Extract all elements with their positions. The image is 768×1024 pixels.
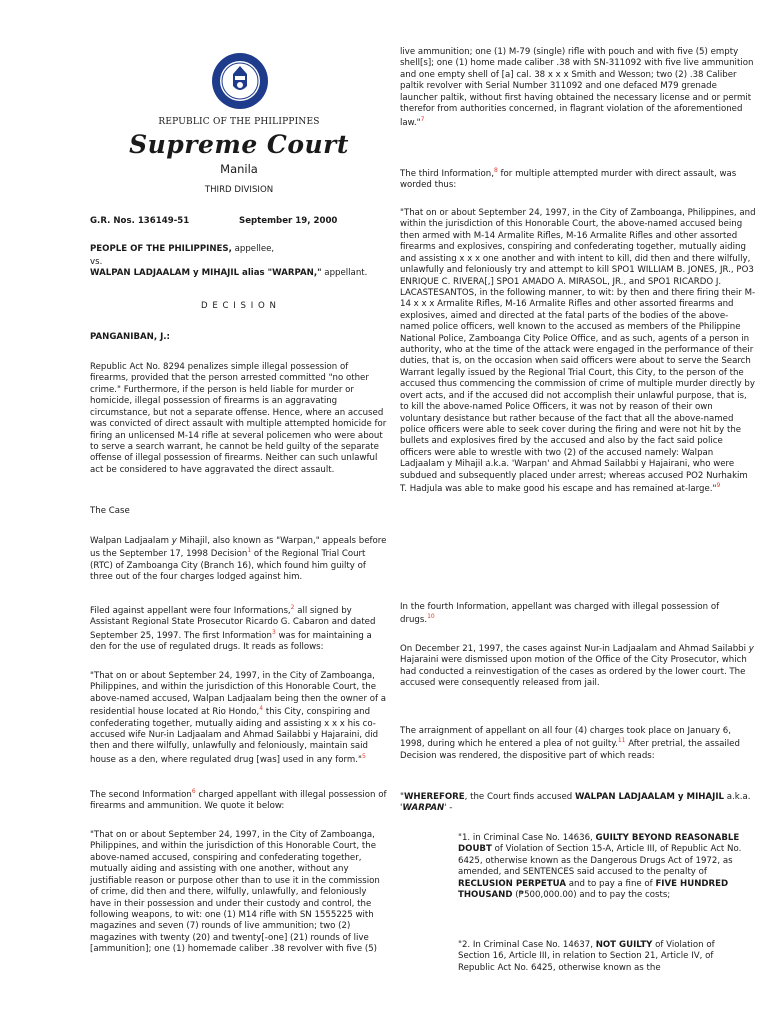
quote-second-information: "That on or about September 24, 1997, in the City of Zamboanga, Philippines, and within the jurisdiction of this Honorable Court, the above-named accused, conspiring and confederating together, mutually aiding and assisting with one another, without any justifiable reason or purpose other than to use it in the commission of crime, did then and there, wilfully, unlawfully, and feloniously have in their possession and under their custody and control, the following weapons, to wit: one (1) M14 rifle with SN 1555225 with magazines and seven (7) rounds of live ammunition; two (2) magazines with twenty (20) and twenty[-one] (21) rounds of live [ammunition]; one (1) homemade caliber .38 revolver with five (5)	[90, 830, 380, 955]
footnote-ref[interactable]: 3	[271, 628, 276, 636]
quote-third-information: "That on or about September 24, 1997, in the City of Zamboanga, Philippines, and within the jurisdiction of this Honorable Court, the above-named accused being then armed with M-14 Armalite Rifles, M-16 Armalite Rifles and other assorted firearms and explosives, conspiring and confederating together, mutually aiding and assisting x x x one another and with intent to kill, did then and there wilfully, unlawfully and feloniously try and attempt to kill SPO1 WILLIAM B. JONES, JR., PO3 ENRIQUE C. RIVERA[,] SPO1 AMADO A. MIRASOL, JR., and SPO1 RICARDO J. LACASTESANTOS, in the following manner, to wit: by then and there firing their M-14 x x x Armalite Rifles, M-16 Armalite Rifles and other assorted firearms and explosives, aimed and directed at the fatal parts of the bodies of the above-named police officers, well known to the accused as members of the Philippine National Police, Zamboanga City Police Office, and as such, agents of a person in authority, who at the time of the attack were engaged in the performance of their duties, that is, on the occasion when said officers were about to serve the Search Warrant legally issued by the Regional Trial Court, this City, to the person of the accused thus commencing the commission of crime of multiple murder directly by overt acts, and if the accused did not accomplish their unlawful purpose, that is, to kill the above-named Police Officers, it was not by reason of their own voluntary desistance but rather because of the fact that all the above-named police officers were able to seek cover during the firing and were not hit by the bullets and explosives fired by the accused and also by the fact said police officers were able to wrestle with two (2) of the accused namely: Walpan Ladjaalam y Mihajil a.k.a. 'Warpan' and Ahmad Sailabbi y Hajairani, who were subdued and subsequently placed under arrest; whereas accused PO2 Nurhakim T. Hadjula was able to make good his escape and has remained at-large."$^9$	[400, 208, 756, 494]
footnote-ref[interactable]: 9	[716, 482, 721, 490]
republic-header: REPUBLIC OF THE PHILIPPINES	[158, 117, 320, 127]
footnote-ref[interactable]: 8	[493, 167, 498, 174]
dispositive-item-1: "1. in Criminal Case No. 14636, GUILTY BEYOND REASONABLE DOUBT of Violation of Section 15-A, Article III, of Republic Act No. 6425, otherwise known as the Dangerous Drugs Act of 1972, as amended, and SENTENCES said accused to the penalty of RECLUSION PERPETUA and to pay a fine of FIVE HUNDRED THOUSAND (₱500,000.00) and to pay the costs;	[458, 833, 742, 901]
paragraph-8: The arraignment of appellant on all four (4) charges took place on January 6, 1998, during which he entered a plea of not guilty.$^{11}$ After pretrial, the assailed Decision was rendered, the dispositive part of which reads:	[400, 726, 740, 761]
footnote-ref[interactable]: 11	[617, 737, 626, 745]
appellant-line	[90, 268, 388, 279]
footnote-ref[interactable]: 7	[420, 115, 425, 123]
decision-date: September 19, 2000	[239, 216, 338, 226]
paragraph-6: In the fourth Information, appellant was charged with illegal possession of drugs.$^{10}$	[400, 602, 720, 626]
footnote-ref[interactable]: 10	[427, 613, 435, 621]
paragraph-1: Republic Act No. 8294 penalizes simple illegal possession of firearms, provided that the person arrested committed "no other crime." Furthermore, if the person is held liable for murder or homicide, illegal possession of firearms is an aggravating circumstance, but not a separate offense. Hence, where an accused was convicted of direct assault with multiple attempted homicide for firing an unlicensed M-14 rifle at several policemen who were about to serve a search warrant, he cannot be held guilty of the separate offense of illegal possession of firearms. Neither can such unlawful act be considered to have aggravated the direct assault.	[90, 362, 387, 475]
city-name: Manila	[220, 162, 258, 176]
appellee-line	[90, 244, 388, 255]
paragraph-2: Walpan Ladjaalam y Mihajil, also known as "Warpan," appeals before us the September 17, 1998 Decision$^1$ of the Regional Trial Court (RTC) of Zamboanga City (Branch 16), which found him guilty of three out of the four charges lodged against him.	[90, 536, 387, 583]
footnote-ref[interactable]: 2	[290, 604, 295, 611]
ponente: PANGANIBAN, J.:	[90, 332, 170, 342]
section-heading-the-case: The Case	[90, 506, 130, 516]
footnote-ref[interactable]: 4	[259, 705, 264, 713]
case-line	[90, 216, 388, 227]
quote-dispositive: "WHEREFORE, the Court finds accused WALPAN LADJAALAM y MIHAJIL a.k.a. 'WARPAN' -	[400, 792, 751, 814]
supreme-court-seal	[211, 52, 269, 110]
paragraph-7: On December 21, 1997, the cases against Nur-in Ladjaalam and Ahmad Sailabbi y Hajaraini were dismissed upon motion of the Office of the City Prosecutor, which had conducted a reinvestigation of the cases as ordered by the lower court. The accused were consequently released from jail.	[400, 644, 754, 689]
paragraph-5: The third Information,$^8$ for multiple attempted murder with direct assault, was worded thus:	[400, 167, 737, 191]
dispositive-item-2: "2. In Criminal Case No. 14637, NOT GUILTY of Violation of Section 16, Article III, in relation to Section 21, Article IV, of Republic Act No. 6425, otherwise known as the	[458, 940, 715, 973]
gr-number: G.R. Nos. 136149-51	[90, 216, 190, 226]
decision-title: D E C I S I O N	[201, 301, 277, 311]
quote-first-information: "That on or about September 24, 1997, in the City of Zamboanga, Philippines, and within the jurisdiction of this Honorable Court, the above-named accused, Walpan Ladjaalam being then the owner of a residential house located at Rio Hondo,$^4$ this City, conspiring and confederating together, mutually aiding and assisting x x x his co-accused wife Nur-in Ladjaalam and Ahmad Sailabbi y Hajaraini, did then and there wilfully, unlawfully and feloniously, maintain said house as a den, where regulated drug [was] used in any form."$^5$	[90, 671, 386, 765]
accused-name: WALPAN LADJAALAM y MIHAJIL alias "WARPAN,"	[90, 268, 322, 278]
footnote-ref[interactable]: 6	[191, 788, 196, 795]
plaintiff-name: PEOPLE OF THE PHILIPPINES,	[90, 244, 232, 254]
paragraph-4: The second Information$^6$ charged appellant with illegal possession of firearms and ammunition. We quote it below:	[90, 788, 387, 812]
plaintiff-role: appellee,	[231, 244, 275, 254]
versus: vs.	[90, 257, 103, 267]
division-name: THIRD DIVISION	[204, 185, 274, 195]
footnote-ref[interactable]: 5	[361, 752, 366, 760]
quote-second-information-cont: live ammunition; one (1) M-79 (single) rifle with pouch and with five (5) empty shell[s]; one (1) home made caliber .38 with SN-311092 with five live ammunition and one empty shell of [a] cal. 38 x x x Smith and Wesson; two (2) .38 Caliber paltik revolver with Serial Number 311092 and one defaced M79 grenade launcher paltik, without first having obtained the necessary license and or permit therefor from authorities concerned, in flagrant violation of the aforementioned law."$^7$	[400, 47, 754, 128]
paragraph-3: Filed against appellant were four Informations,$^2$ all signed by Assistant Regional State Prosecutor Ricardo G. Cabaron and dated September 25, 1997. The first Information$^3$ was for maintaining a den for the use of regulated drugs. It reads as follows:	[90, 604, 376, 652]
accused-role: appellant.	[321, 268, 368, 278]
court-name: Supreme Court	[129, 130, 349, 159]
footnote-ref[interactable]: 1	[247, 547, 252, 555]
